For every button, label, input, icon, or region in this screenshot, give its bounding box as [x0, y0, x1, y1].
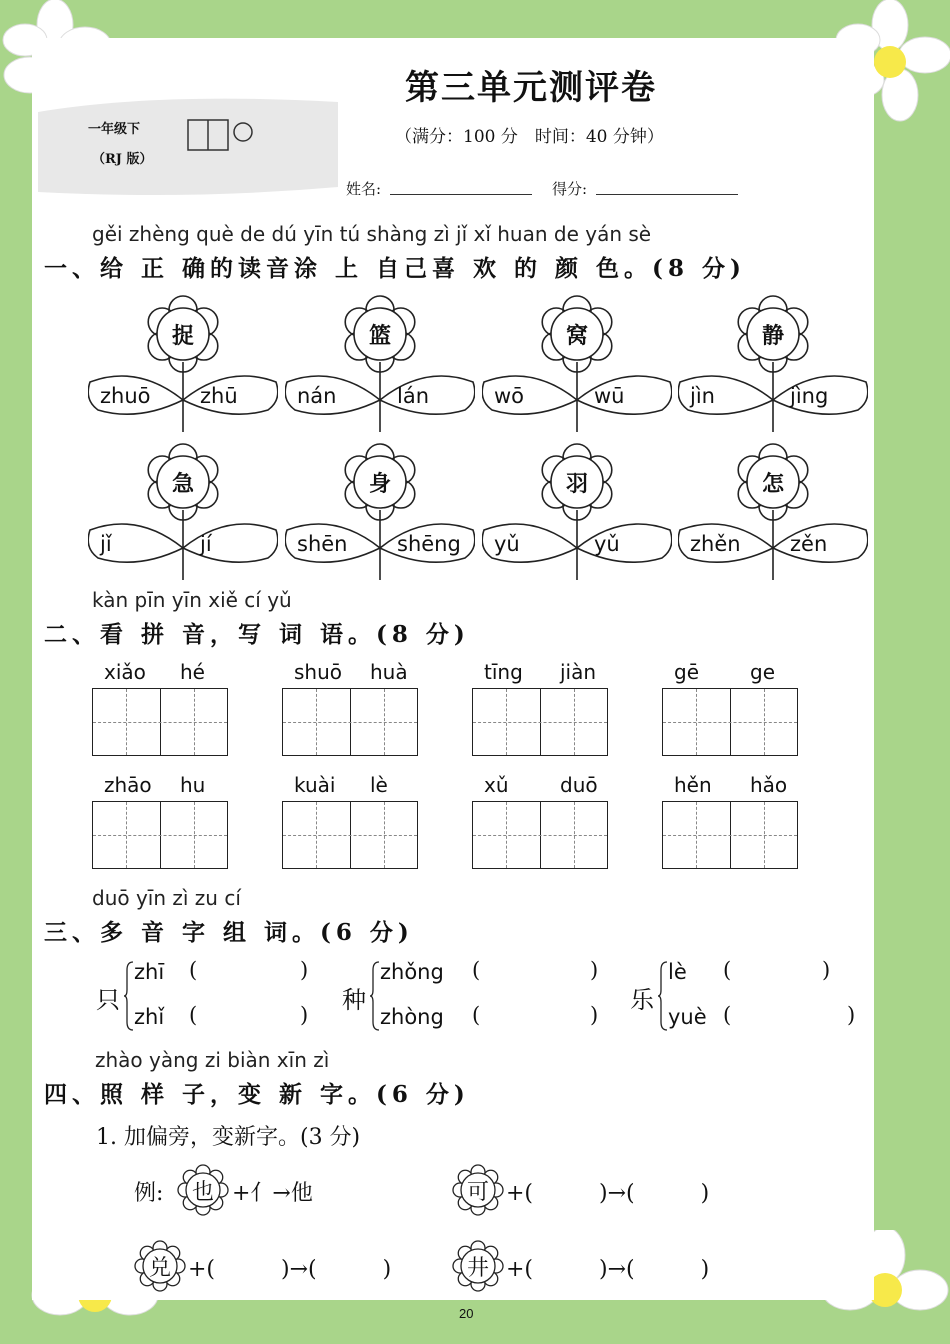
answer-open-paren[interactable]: (	[189, 958, 198, 982]
flower-drawing	[678, 440, 868, 580]
word-pinyin-b: hǎo	[750, 773, 788, 797]
item-answer-blanks[interactable]: +( )→( )	[188, 1257, 392, 1282]
pinyin-option-right[interactable]: wū	[594, 384, 625, 408]
grid-line	[283, 835, 417, 836]
section4-sub1: 1. 加偏旁，变新字。(3 分)	[96, 1125, 361, 1150]
grid-line	[663, 835, 797, 836]
example-label: 例:	[134, 1181, 164, 1206]
base-character: 也	[192, 1180, 215, 1205]
answer-close-paren[interactable]: )	[300, 958, 309, 982]
flower-drawing	[88, 292, 278, 432]
brace	[658, 960, 668, 1036]
flower-drawing	[88, 440, 278, 580]
flower-character: 捉	[172, 323, 195, 349]
word-pinyin-a: xǔ	[484, 773, 509, 797]
section1-pinyin: gěi zhèng què de dú yīn tú shàng zì jǐ xǐ huan de yán sè	[92, 222, 652, 246]
flower-item	[678, 292, 868, 432]
pinyin-option-right[interactable]: jí	[200, 532, 212, 556]
name-field[interactable]	[390, 194, 532, 195]
word-pinyin-b: ge	[750, 660, 775, 684]
word-pinyin-b: hu	[180, 773, 206, 797]
reading-1-pinyin: zhǒng	[380, 960, 444, 984]
item-answer-blanks[interactable]: +( )→( )	[506, 1181, 710, 1206]
answer-open-paren[interactable]: (	[472, 958, 481, 982]
writing-grid[interactable]	[662, 688, 798, 756]
grid-line	[473, 835, 607, 836]
grid-line	[283, 722, 417, 723]
pinyin-option-right[interactable]: zěn	[790, 532, 828, 556]
grade-label: 一年级下	[88, 122, 141, 137]
example-rest: +亻→他	[232, 1181, 313, 1206]
brace	[370, 960, 380, 1036]
writing-grid[interactable]	[92, 801, 228, 869]
word-pinyin-b: hé	[180, 660, 205, 684]
flower-item	[285, 292, 475, 432]
flower-item	[482, 440, 672, 580]
pinyin-option-left[interactable]: yǔ	[494, 532, 520, 556]
writing-grid[interactable]	[472, 688, 608, 756]
example-flower-drawing	[173, 1162, 233, 1218]
polyphonic-character: 乐	[630, 986, 654, 1014]
pinyin-option-left[interactable]: jìn	[690, 384, 715, 408]
answer-close-paren[interactable]: )	[822, 958, 831, 982]
section2-pinyin: kàn pīn yīn xiě cí yǔ	[92, 588, 292, 612]
reading-1-pinyin: zhī	[134, 960, 165, 984]
word-pinyin-a: zhāo	[104, 773, 152, 797]
brace	[124, 960, 134, 1036]
flower-item	[88, 440, 278, 580]
flower-item	[88, 292, 278, 432]
section4-heading: 四、照 样 子，变 新 字。(6 分)	[44, 1081, 470, 1108]
word-pinyin-a: shuō	[294, 660, 343, 684]
reading-2-pinyin: zhǐ	[134, 1005, 165, 1029]
writing-grid[interactable]	[282, 801, 418, 869]
flower-item	[285, 440, 475, 580]
word-pinyin-a: xiǎo	[104, 660, 146, 684]
answer-close-paren[interactable]: )	[300, 1003, 309, 1027]
base-character: 可	[467, 1180, 490, 1205]
section2-heading: 二、看 拼 音，写 词 语。(8 分)	[44, 621, 470, 648]
word-pinyin-b: duō	[560, 773, 598, 797]
flower-drawing	[482, 292, 672, 432]
flower-character: 篮	[369, 323, 392, 349]
section1-heading: 一、给 正 确的读音涂 上 自己喜 欢 的 颜 色。(8 分)	[44, 255, 746, 282]
flower-item	[678, 440, 868, 580]
reading-2-pinyin: zhòng	[380, 1005, 444, 1029]
pinyin-option-left[interactable]: zhěn	[690, 532, 741, 556]
flower-character: 窝	[566, 323, 589, 349]
answer-close-paren[interactable]: )	[847, 1003, 856, 1027]
score-label: 得分:	[552, 180, 588, 198]
section3-pinyin: duō yīn zì zu cí	[92, 886, 241, 910]
grid-line	[663, 722, 797, 723]
pinyin-option-right[interactable]: shēng	[397, 532, 461, 556]
section3-heading: 三、多 音 字 组 词。(6 分)	[44, 919, 414, 946]
writing-grid[interactable]	[472, 801, 608, 869]
pinyin-option-right[interactable]: zhū	[200, 384, 238, 408]
answer-open-paren[interactable]: (	[723, 1003, 732, 1027]
pinyin-option-right[interactable]: yǔ	[594, 532, 620, 556]
flower-character: 羽	[566, 471, 589, 497]
writing-grid[interactable]	[92, 688, 228, 756]
edition-label: （RJ 版）	[92, 152, 153, 167]
base-character: 井	[467, 1256, 490, 1281]
item-answer-blanks[interactable]: +( )→( )	[506, 1257, 710, 1282]
flower-item	[482, 292, 672, 432]
answer-open-paren[interactable]: (	[723, 958, 732, 982]
pinyin-option-left[interactable]: shēn	[297, 532, 348, 556]
grid-line	[473, 722, 607, 723]
item-flower	[130, 1238, 190, 1294]
answer-close-paren[interactable]: )	[590, 1003, 599, 1027]
answer-open-paren[interactable]: (	[189, 1003, 198, 1027]
word-pinyin-a: kuài	[294, 773, 336, 797]
page-title: 第三单元测评卷	[405, 68, 657, 108]
item-flower	[448, 1162, 508, 1218]
leaf-right[interactable]	[183, 524, 278, 562]
word-pinyin-b: huà	[370, 660, 408, 684]
page-number: 20	[459, 1306, 474, 1321]
base-character: 兑	[149, 1256, 172, 1281]
answer-open-paren[interactable]: (	[472, 1003, 481, 1027]
flower-character: 急	[172, 471, 195, 497]
writing-grid[interactable]	[662, 801, 798, 869]
flower-drawing	[482, 440, 672, 580]
score-field[interactable]	[596, 194, 738, 195]
page-subtitle: （满分：100 分 时间：40 分钟）	[395, 127, 664, 147]
item-flower	[448, 1238, 508, 1294]
word-pinyin-b: lè	[370, 773, 388, 797]
section4-pinyin: zhào yàng zi biàn xīn zì	[95, 1048, 330, 1072]
flower-drawing	[678, 292, 868, 432]
pinyin-option-left[interactable]: jǐ	[100, 532, 112, 556]
word-pinyin-a: hěn	[674, 773, 712, 797]
word-pinyin-a: gē	[674, 660, 699, 684]
flower-drawing	[285, 292, 475, 432]
word-pinyin-b: jiàn	[560, 660, 597, 684]
name-label: 姓名:	[346, 180, 382, 198]
answer-close-paren[interactable]: )	[590, 958, 599, 982]
pinyin-option-right[interactable]: jìng	[790, 384, 829, 408]
flower-character: 身	[369, 471, 392, 497]
polyphonic-character: 种	[342, 986, 366, 1014]
grid-line	[93, 835, 227, 836]
word-pinyin-a: tīng	[484, 660, 523, 684]
leaf-right[interactable]	[577, 524, 672, 562]
reading-2-pinyin: yuè	[668, 1005, 707, 1029]
writing-grid[interactable]	[282, 688, 418, 756]
pinyin-option-left[interactable]: wō	[494, 384, 525, 408]
pinyin-option-right[interactable]: lán	[397, 384, 430, 408]
pinyin-option-left[interactable]: nán	[297, 384, 337, 408]
grid-line	[93, 722, 227, 723]
polyphonic-character: 只	[96, 986, 120, 1014]
flower-drawing	[285, 440, 475, 580]
flower-character: 静	[762, 323, 785, 349]
pinyin-option-left[interactable]: zhuō	[100, 384, 151, 408]
reading-1-pinyin: lè	[668, 960, 687, 984]
flower-character: 怎	[762, 471, 785, 497]
grade-banner	[38, 92, 338, 200]
